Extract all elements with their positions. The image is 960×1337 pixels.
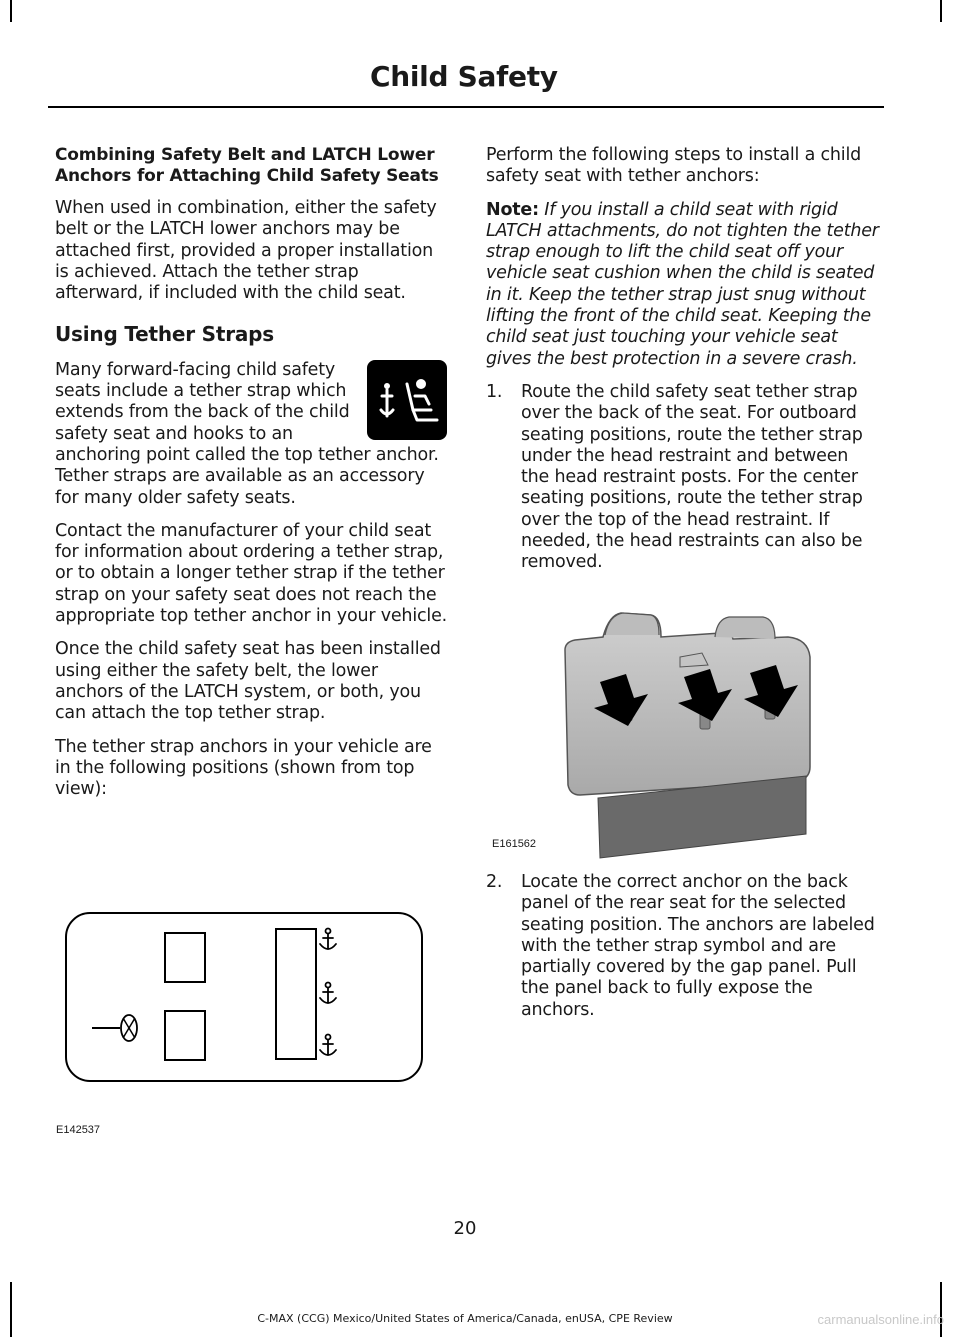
list-item — [486, 382, 879, 574]
note-text: If you install a child seat with rigid LATCH attachments, do not tighten the tether strap enough to lift the child seat off your vehicle seat cushion when the child is seated in it. Keep the tether strap just snug without lifting the front of the child seat. Keeping the child seat just touching your vehicle seat gives the best protection in a severe crash. — [486, 199, 879, 369]
header-divider — [48, 106, 884, 108]
steering-wheel-symbol — [121, 1015, 137, 1041]
anchor-positions-diagram — [62, 905, 432, 1090]
left-column — [55, 145, 447, 812]
crop-mark-bottom-left — [10, 1282, 12, 1337]
anchor-icon — [320, 1035, 336, 1056]
crop-mark-bottom-right — [940, 1282, 942, 1337]
paragraph-contact-manufacturer: Contact the manufacturer of your child seat for information about ordering a tether strap, or to obtain a longer tether strap if the tether strap on your safety seat does not reach the appropriate top tether anchor in your vehicle. — [55, 520, 447, 627]
step-text: Locate the correct anchor on the back panel of the rear seat for the selected seating position. The anchors are labeled with the tether strap symbol and are partially covered by the gap panel. Pull the panel back to fully expose the anchors. — [521, 872, 875, 1020]
step-number: 2. — [486, 872, 503, 892]
rear-seat-back-illustration — [560, 605, 820, 860]
anchor-icon — [320, 983, 336, 1004]
watermark: carmanualsonline.info — [817, 1312, 944, 1327]
document-info: C-MAX (CCG) Mexico/United States of America/Canada, enUSA, CPE Review — [257, 1312, 673, 1325]
section-heading-tether-straps: Using Tether Straps — [55, 322, 275, 347]
head-restraint-right — [715, 617, 775, 639]
install-steps-list-continued — [486, 872, 879, 1021]
crop-mark-top-left — [10, 0, 12, 22]
paragraph-perform-steps: Perform the following steps to install a child safety seat with tether anchors: — [486, 145, 862, 187]
front-seat-driver — [165, 1011, 205, 1060]
list-item — [486, 872, 879, 1021]
tether-intro-block — [55, 360, 447, 509]
section-heading-combining: Combining Safety Belt and LATCH Lower Anchors for Attaching Child Safety Seats — [55, 145, 439, 186]
paragraph-tether-straps: Many forward-facing child safety seats include a tether strap which extends from the back of the child safety seat and hooks to an anchoring point called the top tether anchor. Tether straps are available as an accessory for many older safety seats. — [55, 359, 439, 508]
front-seat-passenger — [165, 933, 205, 982]
paragraph-anchor-positions: The tether strap anchors in your vehicle are in the following positions (shown from top view): — [55, 736, 432, 800]
right-column — [486, 145, 879, 574]
page-number: 20 — [453, 1218, 477, 1239]
note-block — [486, 200, 879, 370]
anchor-icon — [320, 929, 336, 950]
step-text: Route the child safety seat tether strap over the back of the seat. For outboard seating positions, route the tether strap under the head restraint and between the head restraint posts. For the center seating positions, route the tether strap over the top of the head restraint. If needed, the head restraints can also be removed. — [521, 381, 863, 573]
rear-bench-seat — [276, 929, 316, 1059]
child-seat-tether-icon — [367, 360, 447, 440]
paragraph-combination: When used in combination, either the safety belt or the LATCH lower anchors may be attached first, provided a proper installation is achieved. Attach the tether strap afterward, if included with the child seat. — [55, 198, 437, 304]
page-title: Child Safety — [370, 60, 558, 93]
paragraph-attach-top-tether: Once the child safety seat has been installed using either the safety belt, the lower anchors of the LATCH system, or both, you can attach the top tether strap. — [55, 639, 441, 724]
figure-code-left: E142537 — [56, 1124, 101, 1136]
install-steps-list — [486, 382, 879, 574]
right-column-continued — [486, 872, 879, 1033]
figure-code-right: E161562 — [492, 838, 537, 850]
step-number: 1. — [486, 381, 503, 402]
crop-mark-top-right — [940, 0, 942, 22]
note-label: Note: — [486, 199, 539, 220]
